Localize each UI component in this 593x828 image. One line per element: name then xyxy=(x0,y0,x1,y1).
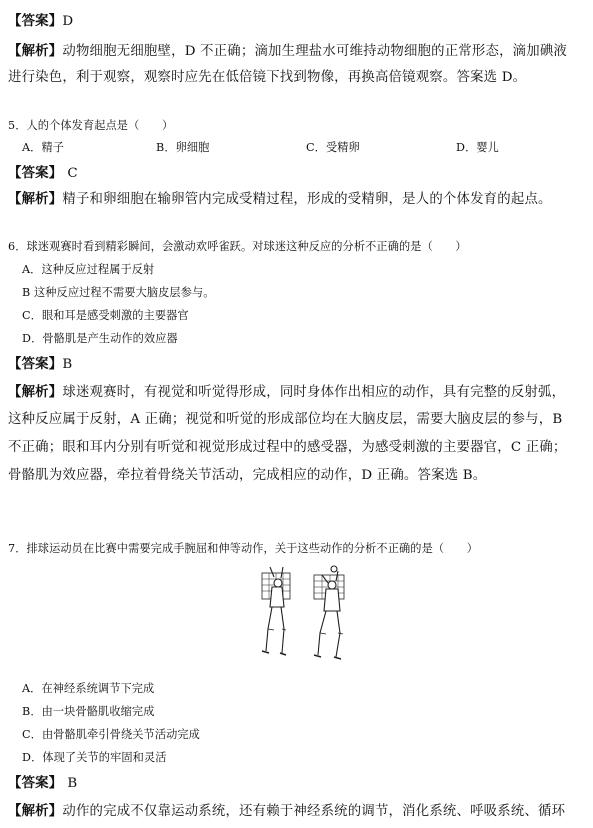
q4-analysis-line-1 xyxy=(8,40,567,59)
q4-analysis-line-2: 进行染色，利于观察，观察时应先在低倍镜下找到物像，再换高倍镜观察。答案选 D。 xyxy=(8,70,527,85)
answer-tag: 【答案】 xyxy=(8,13,63,29)
answer-value: B xyxy=(62,357,73,372)
q5-analysis-line-1 xyxy=(8,188,552,207)
answer-value: D xyxy=(62,14,74,29)
analysis-tag: 【解析】 xyxy=(8,191,63,207)
q7-option-c: C．由骨骼肌牵引骨绕关节活动完成 xyxy=(22,728,200,741)
analysis-tag: 【解析】 xyxy=(8,384,63,400)
answer-value: B xyxy=(67,776,78,791)
q6-answer-line xyxy=(8,353,72,372)
q6-option-c: C．眼和耳是感受刺激的主要器官 xyxy=(22,309,189,322)
q6-analysis-line-2: 这种反应属于反射，A 正确；视觉和听觉的形成部位均在大脑皮层，需要大脑皮层的参与，B xyxy=(8,412,563,427)
answer-tag: 【答案】 xyxy=(8,356,63,372)
q5-answer-line xyxy=(8,162,78,181)
q5-stem: 5．人的个体发育起点是（ ） xyxy=(8,119,174,132)
player-left xyxy=(262,567,290,655)
q5-option-a: A．精子 xyxy=(22,141,65,154)
q6-option-d: D．骨骼肌是产生动作的效应器 xyxy=(22,332,178,345)
analysis-text: 动作的完成不仅靠运动系统，还有赖于神经系统的调节，消化系统、呼吸系统、循环 xyxy=(62,804,566,819)
analysis-tag: 【解析】 xyxy=(8,43,63,59)
q5-option-d: D．婴儿 xyxy=(456,141,499,154)
q7-option-a: A．在神经系统调节下完成 xyxy=(22,682,155,695)
q7-option-d: D．体现了关节的牢固和灵活 xyxy=(22,751,167,764)
q7-analysis-line-1 xyxy=(8,800,565,819)
q4-answer-line xyxy=(8,10,73,29)
q7-option-b: B．由一块骨骼肌收缩完成 xyxy=(22,705,155,718)
q5-option-b: B．卵细胞 xyxy=(156,141,210,154)
analysis-tag: 【解析】 xyxy=(8,803,63,819)
player-right xyxy=(314,566,344,659)
q7-answer-line xyxy=(8,772,77,791)
answer-tag: 【答案】 xyxy=(8,165,63,181)
analysis-text: 球迷观赛时，有视觉和听觉得形成，同时身体作出相应的动作，具有完整的反射弧， xyxy=(62,385,566,400)
q6-analysis-line-1 xyxy=(8,381,565,400)
answer-tag: 【答案】 xyxy=(8,775,63,791)
answer-value: C xyxy=(67,166,78,181)
analysis-text: 精子和卵细胞在输卵管内完成受精过程，形成的受精卵，是人的个体发育的起点。 xyxy=(62,192,552,207)
analysis-text: 动物细胞无细胞壁，D 不正确；滴加生理盐水可维持动物细胞的正常形态，滴加碘液 xyxy=(62,44,568,59)
q6-stem: 6．球迷观赛时看到精彩瞬间，会激动欢呼雀跃。对球迷这种反应的分析不正确的是（ ） xyxy=(8,240,467,253)
q6-analysis-line-4: 骨骼肌为效应器，牵拉着骨绕关节活动，完成相应的动作，D 正确。答案选 B。 xyxy=(8,468,487,483)
q6-analysis-line-3: 不正确；眼和耳内分别有听觉和视觉形成过程中的感受器，为感受刺激的主要器官，C 正确； xyxy=(8,440,567,455)
volleyball-players-figure xyxy=(252,563,367,675)
q6-option-a: A．这种反应过程属于反射 xyxy=(22,263,155,276)
q7-stem: 7．排球运动员在比赛中需要完成手腕屈和伸等动作，关于这些动作的分析不正确的是（ ） xyxy=(8,542,479,555)
q6-option-b: B 这种反应过程不需要大脑皮层参与。 xyxy=(22,286,215,299)
q5-option-c: C．受精卵 xyxy=(306,141,360,154)
